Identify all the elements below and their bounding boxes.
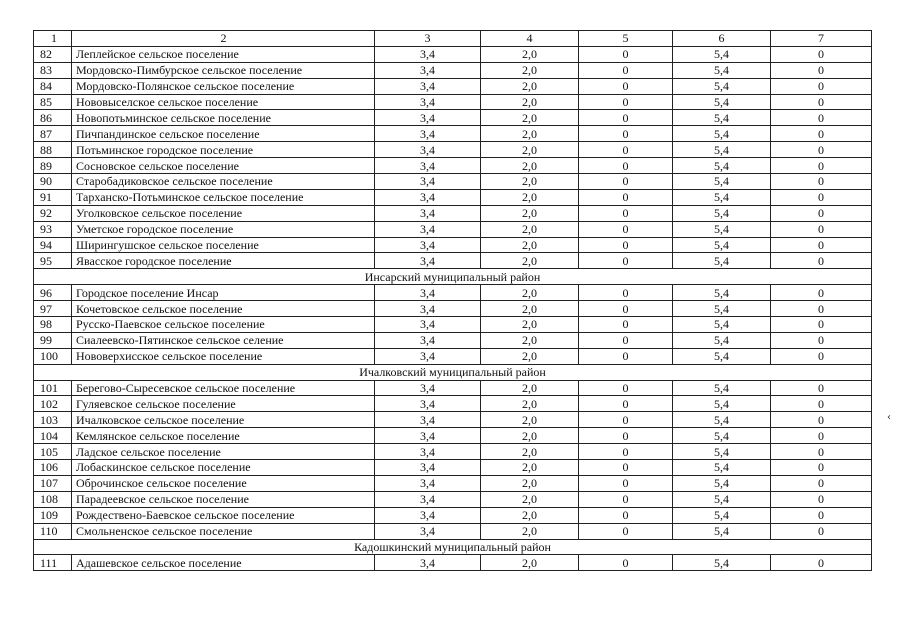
- value-col7: 0: [771, 412, 872, 428]
- value-col4: 2,0: [481, 444, 579, 460]
- value-col4: 2,0: [481, 396, 579, 412]
- settlement-name: Ладское сельское поселение: [72, 444, 375, 460]
- value-col4: 2,0: [481, 332, 579, 348]
- value-col3: 3,4: [375, 205, 481, 221]
- value-col5: 0: [579, 126, 673, 142]
- value-col7: 0: [771, 348, 872, 364]
- value-col7: 0: [771, 253, 872, 269]
- value-col7: 0: [771, 78, 872, 94]
- budget-table: [33, 30, 872, 571]
- value-col7: 0: [771, 460, 872, 476]
- value-col7: 0: [771, 174, 872, 190]
- row-number: 87: [34, 126, 72, 142]
- table-row: [34, 158, 872, 174]
- value-col3: 3,4: [375, 285, 481, 301]
- table-row: [34, 78, 872, 94]
- row-number: 85: [34, 94, 72, 110]
- value-col6: 5,4: [673, 189, 771, 205]
- table-row: [34, 317, 872, 333]
- value-col5: 0: [579, 46, 673, 62]
- value-col6: 5,4: [673, 348, 771, 364]
- value-col6: 5,4: [673, 142, 771, 158]
- value-col3: 3,4: [375, 126, 481, 142]
- value-col7: 0: [771, 475, 872, 491]
- row-number: 92: [34, 205, 72, 221]
- settlement-name: Лобаскинское сельское поселение: [72, 460, 375, 476]
- row-number: 100: [34, 348, 72, 364]
- row-number: 101: [34, 380, 72, 396]
- value-col6: 5,4: [673, 237, 771, 253]
- table-row: [34, 62, 872, 78]
- value-col5: 0: [579, 62, 673, 78]
- value-col6: 5,4: [673, 444, 771, 460]
- table-row: [34, 475, 872, 491]
- row-number: 86: [34, 110, 72, 126]
- table-row: [34, 301, 872, 317]
- row-number: 98: [34, 317, 72, 333]
- section-title: Ичалковский муниципальный район: [34, 364, 872, 380]
- value-col7: 0: [771, 555, 872, 571]
- value-col5: 0: [579, 317, 673, 333]
- value-col5: 0: [579, 158, 673, 174]
- value-col3: 3,4: [375, 158, 481, 174]
- section-header-row: [34, 364, 872, 380]
- table-row: [34, 189, 872, 205]
- value-col4: 2,0: [481, 142, 579, 158]
- table-row: [34, 142, 872, 158]
- value-col5: 0: [579, 412, 673, 428]
- value-col5: 0: [579, 221, 673, 237]
- value-col6: 5,4: [673, 475, 771, 491]
- table-row: [34, 221, 872, 237]
- value-col6: 5,4: [673, 78, 771, 94]
- settlement-name: Берегово-Сыресевское сельское поселение: [72, 380, 375, 396]
- value-col4: 2,0: [481, 317, 579, 333]
- value-col3: 3,4: [375, 523, 481, 539]
- value-col7: 0: [771, 142, 872, 158]
- value-col3: 3,4: [375, 62, 481, 78]
- settlement-name: Сосновское сельское поселение: [72, 158, 375, 174]
- value-col3: 3,4: [375, 221, 481, 237]
- settlement-name: Нововерхисское сельское поселение: [72, 348, 375, 364]
- column-number-6: 6: [673, 31, 771, 47]
- value-col4: 2,0: [481, 301, 579, 317]
- table-row: [34, 348, 872, 364]
- value-col4: 2,0: [481, 158, 579, 174]
- value-col6: 5,4: [673, 460, 771, 476]
- value-col7: 0: [771, 189, 872, 205]
- value-col7: 0: [771, 523, 872, 539]
- value-col3: 3,4: [375, 46, 481, 62]
- row-number: 91: [34, 189, 72, 205]
- settlement-name: Смольненское сельское поселение: [72, 523, 375, 539]
- settlement-name: Уметское городское поселение: [72, 221, 375, 237]
- table-row: [34, 110, 872, 126]
- value-col5: 0: [579, 475, 673, 491]
- column-number-7: 7: [771, 31, 872, 47]
- value-col4: 2,0: [481, 237, 579, 253]
- settlement-name: Потьминское городское поселение: [72, 142, 375, 158]
- value-col3: 3,4: [375, 94, 481, 110]
- table-row: [34, 94, 872, 110]
- row-number: 103: [34, 412, 72, 428]
- value-col4: 2,0: [481, 428, 579, 444]
- scan-artifact-mark: ‹: [887, 412, 891, 423]
- value-col6: 5,4: [673, 126, 771, 142]
- value-col4: 2,0: [481, 189, 579, 205]
- settlement-name: Русско-Паевское сельское поселение: [72, 317, 375, 333]
- value-col3: 3,4: [375, 78, 481, 94]
- row-number: 111: [34, 555, 72, 571]
- value-col7: 0: [771, 507, 872, 523]
- value-col7: 0: [771, 444, 872, 460]
- row-number: 82: [34, 46, 72, 62]
- settlement-name: Адашевское сельское поселение: [72, 555, 375, 571]
- value-col4: 2,0: [481, 174, 579, 190]
- value-col7: 0: [771, 205, 872, 221]
- row-number: 95: [34, 253, 72, 269]
- value-col6: 5,4: [673, 301, 771, 317]
- value-col6: 5,4: [673, 158, 771, 174]
- value-col7: 0: [771, 317, 872, 333]
- value-col3: 3,4: [375, 110, 481, 126]
- value-col3: 3,4: [375, 189, 481, 205]
- value-col5: 0: [579, 491, 673, 507]
- row-number: 104: [34, 428, 72, 444]
- row-number: 105: [34, 444, 72, 460]
- value-col3: 3,4: [375, 507, 481, 523]
- value-col3: 3,4: [375, 428, 481, 444]
- value-col5: 0: [579, 237, 673, 253]
- value-col6: 5,4: [673, 380, 771, 396]
- value-col3: 3,4: [375, 444, 481, 460]
- value-col5: 0: [579, 253, 673, 269]
- settlement-name: Мордовско-Полянское сельское поселение: [72, 78, 375, 94]
- value-col7: 0: [771, 126, 872, 142]
- value-col5: 0: [579, 205, 673, 221]
- row-number: 94: [34, 237, 72, 253]
- row-number: 107: [34, 475, 72, 491]
- settlement-name: Пичпандинское сельское поселение: [72, 126, 375, 142]
- value-col4: 2,0: [481, 475, 579, 491]
- table-row: [34, 380, 872, 396]
- row-number: 102: [34, 396, 72, 412]
- value-col5: 0: [579, 285, 673, 301]
- table-row: [34, 174, 872, 190]
- value-col4: 2,0: [481, 253, 579, 269]
- row-number: 93: [34, 221, 72, 237]
- row-number: 88: [34, 142, 72, 158]
- value-col7: 0: [771, 428, 872, 444]
- value-col6: 5,4: [673, 46, 771, 62]
- row-number: 109: [34, 507, 72, 523]
- value-col7: 0: [771, 94, 872, 110]
- value-col6: 5,4: [673, 317, 771, 333]
- value-col6: 5,4: [673, 110, 771, 126]
- settlement-name: Старобадиковское сельское поселение: [72, 174, 375, 190]
- settlement-name: Тарханско-Потьминское сельское поселение: [72, 189, 375, 205]
- value-col4: 2,0: [481, 46, 579, 62]
- value-col3: 3,4: [375, 555, 481, 571]
- value-col6: 5,4: [673, 396, 771, 412]
- table-row: [34, 237, 872, 253]
- value-col7: 0: [771, 301, 872, 317]
- value-col5: 0: [579, 523, 673, 539]
- settlement-name: Мордовско-Пимбурское сельское поселение: [72, 62, 375, 78]
- value-col3: 3,4: [375, 475, 481, 491]
- value-col5: 0: [579, 507, 673, 523]
- value-col7: 0: [771, 237, 872, 253]
- row-number: 96: [34, 285, 72, 301]
- table-row: [34, 412, 872, 428]
- value-col3: 3,4: [375, 380, 481, 396]
- settlement-name: Парадеевское сельское поселение: [72, 491, 375, 507]
- value-col7: 0: [771, 221, 872, 237]
- value-col5: 0: [579, 428, 673, 444]
- row-number: 97: [34, 301, 72, 317]
- value-col4: 2,0: [481, 78, 579, 94]
- column-number-4: 4: [481, 31, 579, 47]
- settlement-name: Ичалковское сельское поселение: [72, 412, 375, 428]
- table-row: [34, 396, 872, 412]
- value-col7: 0: [771, 380, 872, 396]
- settlement-name: Новопотьминское сельское поселение: [72, 110, 375, 126]
- value-col6: 5,4: [673, 285, 771, 301]
- value-col5: 0: [579, 301, 673, 317]
- settlement-name: Городское поселение Инсар: [72, 285, 375, 301]
- value-col3: 3,4: [375, 412, 481, 428]
- value-col6: 5,4: [673, 94, 771, 110]
- value-col6: 5,4: [673, 412, 771, 428]
- value-col4: 2,0: [481, 523, 579, 539]
- value-col7: 0: [771, 491, 872, 507]
- table-row: [34, 507, 872, 523]
- value-col6: 5,4: [673, 428, 771, 444]
- settlement-name: Леплейское сельское поселение: [72, 46, 375, 62]
- settlement-name: Рождествено-Баевское сельское поселение: [72, 507, 375, 523]
- column-number-5: 5: [579, 31, 673, 47]
- table-row: [34, 126, 872, 142]
- value-col6: 5,4: [673, 62, 771, 78]
- row-number: 99: [34, 332, 72, 348]
- value-col4: 2,0: [481, 555, 579, 571]
- column-number-2: 2: [72, 31, 375, 47]
- value-col4: 2,0: [481, 221, 579, 237]
- value-col5: 0: [579, 110, 673, 126]
- settlement-name: Нововыселское сельское поселение: [72, 94, 375, 110]
- settlement-name: Сиалеевско-Пятинское сельское селение: [72, 332, 375, 348]
- value-col6: 5,4: [673, 523, 771, 539]
- value-col7: 0: [771, 285, 872, 301]
- table-row: [34, 253, 872, 269]
- section-title: Инсарский муниципальный район: [34, 269, 872, 285]
- value-col4: 2,0: [481, 110, 579, 126]
- row-number: 83: [34, 62, 72, 78]
- value-col4: 2,0: [481, 380, 579, 396]
- value-col5: 0: [579, 348, 673, 364]
- value-col3: 3,4: [375, 237, 481, 253]
- column-number-1: 1: [34, 31, 72, 47]
- value-col5: 0: [579, 94, 673, 110]
- table-row: [34, 555, 872, 571]
- row-number: 89: [34, 158, 72, 174]
- value-col5: 0: [579, 444, 673, 460]
- row-number: 84: [34, 78, 72, 94]
- value-col4: 2,0: [481, 348, 579, 364]
- settlement-name: Уголковское сельское поселение: [72, 205, 375, 221]
- value-col6: 5,4: [673, 555, 771, 571]
- settlement-name: Кемлянское сельское поселение: [72, 428, 375, 444]
- value-col5: 0: [579, 78, 673, 94]
- table-row: [34, 444, 872, 460]
- table-row: [34, 46, 872, 62]
- section-header-row: [34, 539, 872, 555]
- value-col4: 2,0: [481, 126, 579, 142]
- settlement-name: Кочетовское сельское поселение: [72, 301, 375, 317]
- value-col3: 3,4: [375, 396, 481, 412]
- value-col3: 3,4: [375, 301, 481, 317]
- value-col6: 5,4: [673, 221, 771, 237]
- settlement-name: Явасское городское поселение: [72, 253, 375, 269]
- table-row: [34, 205, 872, 221]
- settlement-name: Ширингушское сельское поселение: [72, 237, 375, 253]
- value-col5: 0: [579, 142, 673, 158]
- value-col4: 2,0: [481, 412, 579, 428]
- value-col3: 3,4: [375, 348, 481, 364]
- document-page: [33, 30, 871, 571]
- value-col6: 5,4: [673, 491, 771, 507]
- value-col7: 0: [771, 110, 872, 126]
- value-col4: 2,0: [481, 94, 579, 110]
- section-header-row: [34, 269, 872, 285]
- value-col7: 0: [771, 332, 872, 348]
- value-col4: 2,0: [481, 285, 579, 301]
- value-col6: 5,4: [673, 253, 771, 269]
- table-body: [34, 31, 872, 571]
- value-col7: 0: [771, 158, 872, 174]
- value-col4: 2,0: [481, 205, 579, 221]
- value-col3: 3,4: [375, 253, 481, 269]
- row-number: 108: [34, 491, 72, 507]
- row-number: 110: [34, 523, 72, 539]
- value-col6: 5,4: [673, 332, 771, 348]
- settlement-name: Оброчинское сельское поселение: [72, 475, 375, 491]
- value-col3: 3,4: [375, 142, 481, 158]
- value-col3: 3,4: [375, 460, 481, 476]
- value-col7: 0: [771, 396, 872, 412]
- column-number-3: 3: [375, 31, 481, 47]
- value-col4: 2,0: [481, 491, 579, 507]
- value-col4: 2,0: [481, 507, 579, 523]
- table-row: [34, 285, 872, 301]
- value-col5: 0: [579, 396, 673, 412]
- value-col3: 3,4: [375, 491, 481, 507]
- value-col5: 0: [579, 555, 673, 571]
- header-row: [34, 31, 872, 47]
- row-number: 106: [34, 460, 72, 476]
- value-col7: 0: [771, 46, 872, 62]
- value-col6: 5,4: [673, 507, 771, 523]
- table-row: [34, 491, 872, 507]
- table-row: [34, 428, 872, 444]
- value-col3: 3,4: [375, 332, 481, 348]
- value-col6: 5,4: [673, 205, 771, 221]
- table-row: [34, 460, 872, 476]
- value-col5: 0: [579, 380, 673, 396]
- row-number: 90: [34, 174, 72, 190]
- value-col7: 0: [771, 62, 872, 78]
- settlement-name: Гуляевское сельское поселение: [72, 396, 375, 412]
- value-col5: 0: [579, 189, 673, 205]
- value-col5: 0: [579, 174, 673, 190]
- table-row: [34, 332, 872, 348]
- value-col3: 3,4: [375, 174, 481, 190]
- section-title: Кадошкинский муниципальный район: [34, 539, 872, 555]
- value-col4: 2,0: [481, 460, 579, 476]
- value-col3: 3,4: [375, 317, 481, 333]
- value-col4: 2,0: [481, 62, 579, 78]
- value-col5: 0: [579, 460, 673, 476]
- table-row: [34, 523, 872, 539]
- value-col5: 0: [579, 332, 673, 348]
- value-col6: 5,4: [673, 174, 771, 190]
